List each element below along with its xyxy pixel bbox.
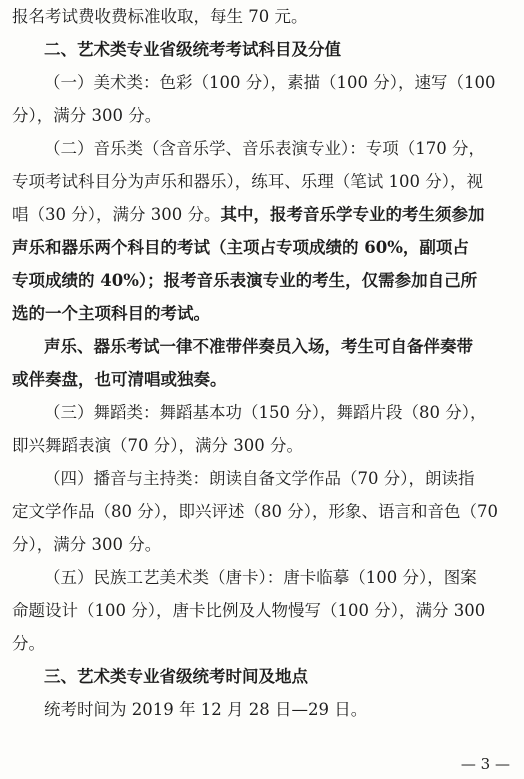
text-span: （五）民族工艺美术类（唐卡）：唐卡临摹（100 分），图案	[44, 568, 477, 587]
bold-text-span: 声乐和器乐两个科目的考试（主项占专项成绩的 60%，副项占	[12, 238, 469, 257]
paragraph-line-dance	[0, 396, 524, 429]
paragraph-line-thangka-3	[0, 627, 524, 660]
paragraph-line-art-cont	[0, 99, 524, 132]
paragraph-line-broadcast	[0, 462, 524, 495]
text-span: 报名考试费收费标准收取，每生 70 元。	[12, 7, 308, 26]
paragraph-line-accompaniment	[0, 330, 524, 363]
text-span: （一）美术类：色彩（100 分），素描（100 分），速写（100	[44, 73, 496, 92]
text-span: （三）舞蹈类：舞蹈基本功（150 分），舞蹈片段（80 分），	[44, 403, 487, 422]
paragraph-line-broadcast-3	[0, 528, 524, 561]
text-span: 即兴舞蹈表演（70 分），满分 300 分。	[12, 436, 303, 455]
text-span: 分。	[12, 634, 45, 653]
page-number: — 3 —	[460, 755, 510, 773]
paragraph-line-music-6	[0, 297, 524, 330]
paragraph-line-music-3	[0, 198, 524, 231]
text-span: 分），满分 300 分。	[12, 535, 162, 554]
paragraph-line-music-5	[0, 264, 524, 297]
text-span: 定文学作品（80 分），即兴评述（80 分），形象、语言和音色（70	[12, 502, 498, 521]
bold-text-span: 声乐、器乐考试一律不准带伴奏员入场，考生可自备伴奏带	[44, 337, 473, 356]
text-span: 专项考试科目分为声乐和器乐），练耳、乐理（笔试 100 分），视	[12, 172, 483, 191]
text-span: 分），满分 300 分。	[12, 106, 162, 125]
paragraph-line-music-4	[0, 231, 524, 264]
paragraph-line-thangka	[0, 561, 524, 594]
text-span: （二）音乐类（含音乐学、音乐表演专业）：专项（170 分，	[44, 139, 485, 158]
text-span: 唱（30 分），满分 300 分。	[12, 205, 221, 224]
section-heading-subjects	[0, 33, 524, 66]
bold-text-span: 或伴奏盘，也可清唱或独奏。	[12, 370, 227, 389]
paragraph-line-broadcast-2	[0, 495, 524, 528]
text-span: （四）播音与主持类：朗读自备文学作品（70 分），朗读指	[44, 469, 475, 488]
heading-text: 三、艺术类专业省级统考时间及地点	[44, 667, 308, 686]
paragraph-line-accompaniment-2	[0, 363, 524, 396]
paragraph-line-art	[0, 66, 524, 99]
bold-text-span: 专项成绩的 40%）；报考音乐表演专业的考生，仅需参加自己所	[12, 271, 478, 290]
heading-text: 二、艺术类专业省级统考考试科目及分值	[44, 40, 341, 59]
paragraph-line-music	[0, 132, 524, 165]
paragraph-line-dance-2	[0, 429, 524, 462]
text-span: 统考时间为 2019 年 12 月 28 日—29 日。	[44, 700, 368, 719]
paragraph-line-thangka-2	[0, 594, 524, 627]
paragraph-line-fee	[0, 0, 524, 33]
bold-text-span: 其中，报考音乐学专业的考生须参加	[220, 205, 485, 224]
text-span: 命题设计（100 分），唐卡比例及人物慢写（100 分），满分 300	[12, 601, 486, 620]
bold-text-span: 选的一个主项科目的考试。	[12, 304, 210, 323]
paragraph-line-music-2	[0, 165, 524, 198]
